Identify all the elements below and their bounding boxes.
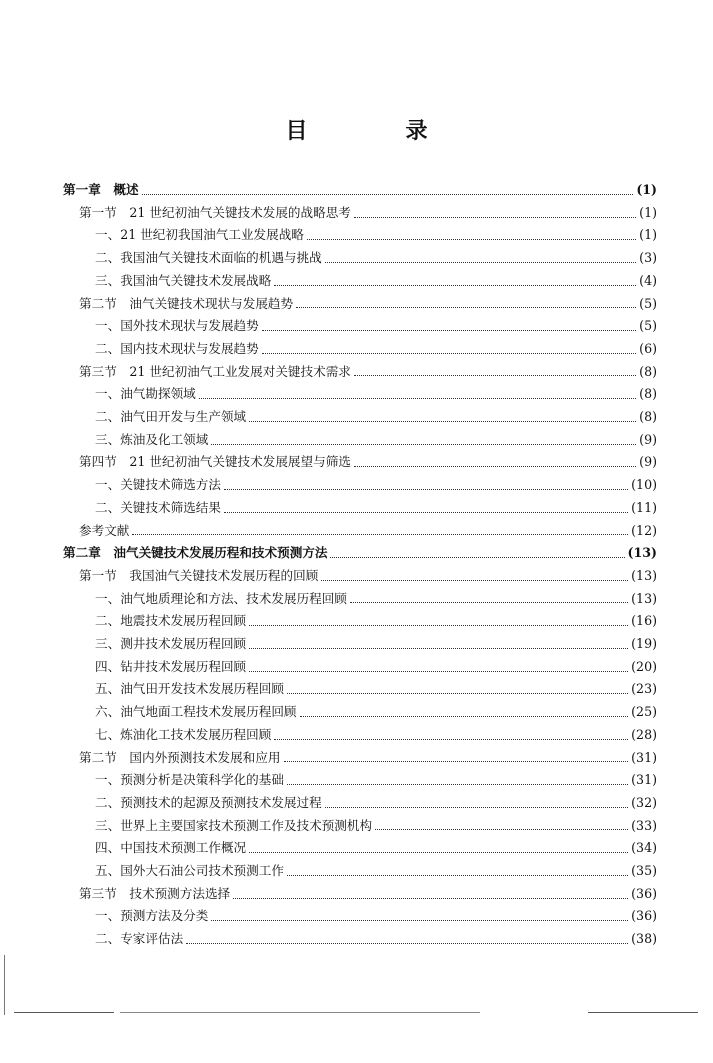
toc-entry-title: 六、油气地面工程技术发展历程回顾 — [95, 704, 297, 720]
toc-section-entry — [79, 451, 657, 474]
toc-page-number: (8) — [639, 363, 657, 379]
toc-section-entry — [79, 293, 657, 316]
toc-page-number: (13) — [627, 545, 657, 561]
toc-dot-leader — [224, 489, 628, 490]
toc-chapter-entry — [63, 542, 657, 565]
toc-dot-leader — [321, 580, 628, 581]
toc-section-entry — [79, 361, 657, 384]
toc-page-number: (38) — [631, 931, 657, 947]
footer-rule-right — [588, 1012, 698, 1013]
toc-dot-leader — [199, 398, 636, 399]
toc-page-number: (19) — [631, 636, 657, 651]
toc-dot-leader — [274, 739, 628, 740]
toc-page-number: (9) — [639, 431, 657, 447]
toc-dot-leader — [354, 375, 636, 376]
toc-dot-leader — [284, 761, 629, 762]
toc-entry-title: 二、我国油气关键技术面临的机遇与挑战 — [95, 250, 322, 266]
toc-entry-title: 二、国内技术现状与发展趋势 — [95, 340, 259, 356]
toc-dot-leader — [330, 557, 624, 558]
toc-subsection-entry — [95, 701, 657, 724]
toc-page-number: (1) — [639, 204, 657, 220]
toc-entry-title: 一、预测分析是决策科学化的基础 — [95, 772, 284, 788]
toc-entry-title: 第一节 我国油气关键技术发展历程的回顾 — [79, 567, 319, 583]
toc-entry-title: 五、国外大石油公司技术预测工作 — [95, 863, 284, 878]
toc-entry-title: 二、地震技术发展历程回顾 — [95, 613, 247, 629]
toc-entry-title: 第三节 技术预测方法选择 — [79, 885, 231, 901]
toc-subsection-entry — [95, 769, 657, 792]
toc-subsection-entry — [95, 792, 657, 815]
toc-page-number: (31) — [631, 772, 657, 788]
toc-page-number: (32) — [631, 794, 657, 810]
toc-entry-title: 一、国外技术现状与发展趋势 — [95, 318, 259, 334]
toc-entry-title: 二、油气田开发与生产领域 — [95, 409, 247, 424]
toc-dot-leader — [375, 829, 628, 830]
toc-dot-leader — [262, 330, 636, 331]
toc-dot-leader — [249, 852, 628, 853]
toc-dot-leader — [350, 602, 628, 603]
toc-entry-title: 二、关键技术筛选结果 — [95, 499, 221, 515]
toc-page-number: (31) — [631, 749, 657, 765]
toc-dot-leader — [249, 625, 628, 626]
toc-dot-leader — [300, 716, 629, 717]
toc-page-number: (16) — [631, 613, 657, 629]
toc-page-number: (4) — [639, 272, 657, 288]
toc-dot-leader — [224, 512, 628, 513]
toc-entry-title: 第四节 21 世纪初油气关键技术发展展望与筛选 — [79, 454, 351, 470]
toc-subsection-entry — [95, 247, 657, 270]
toc-section-entry — [79, 520, 657, 543]
toc-entry-title: 四、钻井技术发展历程回顾 — [95, 658, 247, 674]
toc-subsection-entry — [95, 678, 657, 701]
toc-section-entry — [79, 565, 657, 588]
toc-entry-title: 第二节 国内外预测技术发展和应用 — [79, 749, 281, 765]
toc-dot-leader — [325, 807, 628, 808]
toc-subsection-entry — [95, 474, 657, 497]
toc-subsection-entry — [95, 905, 657, 928]
toc-subsection-entry — [95, 815, 657, 838]
toc-entry-title: 七、炼油化工技术发展历程回顾 — [95, 726, 272, 742]
toc-subsection-entry — [95, 429, 657, 452]
toc-dot-leader — [132, 534, 628, 535]
toc-page-number: (36) — [631, 908, 657, 924]
toc-page-number: (20) — [631, 658, 657, 674]
toc-dot-leader — [233, 898, 628, 899]
toc-subsection-entry — [95, 224, 657, 247]
toc-dot-leader — [287, 693, 628, 694]
toc-page-number: (5) — [639, 318, 657, 334]
toc-entry-title: 第二节 油气关键技术现状与发展趋势 — [79, 295, 294, 311]
toc-subsection-entry — [95, 497, 657, 520]
toc-subsection-entry — [95, 928, 657, 951]
toc-dot-leader — [296, 307, 636, 308]
toc-dot-leader — [274, 285, 636, 286]
toc-subsection-entry — [95, 270, 657, 293]
toc-page-number: (25) — [631, 704, 657, 720]
toc-subsection-entry — [95, 406, 657, 429]
toc-dot-leader — [211, 444, 636, 445]
toc-entry-title: 第一节 21 世纪初油气关键技术发展的战略思考 — [79, 204, 351, 220]
toc-page-number: (11) — [631, 499, 657, 515]
toc-entry-title: 五、油气田开发技术发展历程回顾 — [95, 681, 284, 697]
toc-page-number: (3) — [639, 250, 657, 266]
toc-entry-title: 一、关键技术筛选方法 — [95, 477, 221, 493]
toc-subsection-entry — [95, 656, 657, 679]
toc-entry-title: 参考文献 — [79, 522, 130, 538]
toc-page-number: (1) — [636, 182, 657, 197]
toc-subsection-entry — [95, 610, 657, 633]
toc-page-number: (12) — [631, 522, 657, 538]
toc-chapter-entry — [63, 179, 657, 202]
toc-dot-leader — [287, 784, 628, 785]
toc-subsection-entry — [95, 633, 657, 656]
toc-entry-title: 第一章 概述 — [63, 182, 139, 197]
toc-entry-title: 二、专家评估法 — [95, 931, 184, 947]
toc-entry-title: 三、我国油气关键技术发展战略 — [95, 272, 272, 288]
toc-page-number: (28) — [631, 726, 657, 742]
toc-page-number: (35) — [631, 863, 657, 878]
toc-entry-title: 三、测井技术发展历程回顾 — [95, 636, 247, 651]
toc-entry-title: 一、油气地质理论和方法、技术发展历程回顾 — [95, 590, 347, 606]
toc-entry-title: 二、预测技术的起源及预测技术发展过程 — [95, 794, 322, 810]
toc-subsection-entry — [95, 588, 657, 611]
toc-page-number: (13) — [631, 590, 657, 606]
toc-page-number: (8) — [639, 386, 657, 402]
toc-dot-leader — [354, 217, 636, 218]
toc-section-entry — [79, 883, 657, 906]
toc-page-number: (33) — [631, 817, 657, 833]
toc-dot-leader — [354, 466, 636, 467]
toc-page-number: (5) — [639, 295, 657, 311]
toc-subsection-entry — [95, 860, 657, 883]
toc-page-number: (6) — [639, 340, 657, 356]
toc-page-number: (1) — [639, 227, 657, 243]
toc-page-number: (8) — [639, 409, 657, 424]
toc-dot-leader — [249, 648, 628, 649]
toc-entry-title: 一、预测方法及分类 — [95, 908, 209, 924]
toc-entry-title: 第二章 油气关键技术发展历程和技术预测方法 — [63, 545, 328, 561]
toc-dot-leader — [325, 262, 636, 263]
toc-subsection-entry — [95, 724, 657, 747]
toc-dot-leader — [249, 671, 628, 672]
toc-entry-title: 一、21 世纪初我国油气工业发展战略 — [95, 227, 304, 243]
footer-rule-center — [120, 1012, 480, 1013]
toc-section-entry — [79, 202, 657, 225]
toc-section-entry — [79, 747, 657, 770]
toc-dot-leader — [262, 353, 636, 354]
toc-entry-title: 三、炼油及化工领域 — [95, 431, 209, 447]
toc-page-number: (36) — [631, 885, 657, 901]
toc-page-number: (23) — [631, 681, 657, 697]
scan-margin-mark — [4, 955, 5, 1015]
toc-entry-title: 第三节 21 世纪初油气工业发展对关键技术需求 — [79, 363, 351, 379]
footer-rule-left — [14, 1012, 114, 1013]
toc-subsection-entry — [95, 315, 657, 338]
toc-page-number: (13) — [631, 567, 657, 583]
toc-subsection-entry — [95, 338, 657, 361]
toc-dot-leader — [249, 421, 636, 422]
toc-page-number: (34) — [631, 840, 657, 856]
toc-page-number: (9) — [639, 454, 657, 470]
page-title: 目 录 — [285, 118, 466, 144]
toc-entry-title: 四、中国技术预测工作概况 — [95, 840, 247, 856]
toc-dot-leader — [211, 920, 628, 921]
toc-dot-leader — [142, 194, 634, 195]
toc-dot-leader — [186, 943, 628, 944]
toc-entry-title: 三、世界上主要国家技术预测工作及技术预测机构 — [95, 817, 373, 833]
toc-page-number: (10) — [631, 477, 657, 493]
toc-dot-leader — [307, 239, 636, 240]
toc-subsection-entry — [95, 837, 657, 860]
toc-entry-title: 一、油气勘探领域 — [95, 386, 196, 402]
toc-dot-leader — [287, 875, 628, 876]
toc-subsection-entry — [95, 383, 657, 406]
